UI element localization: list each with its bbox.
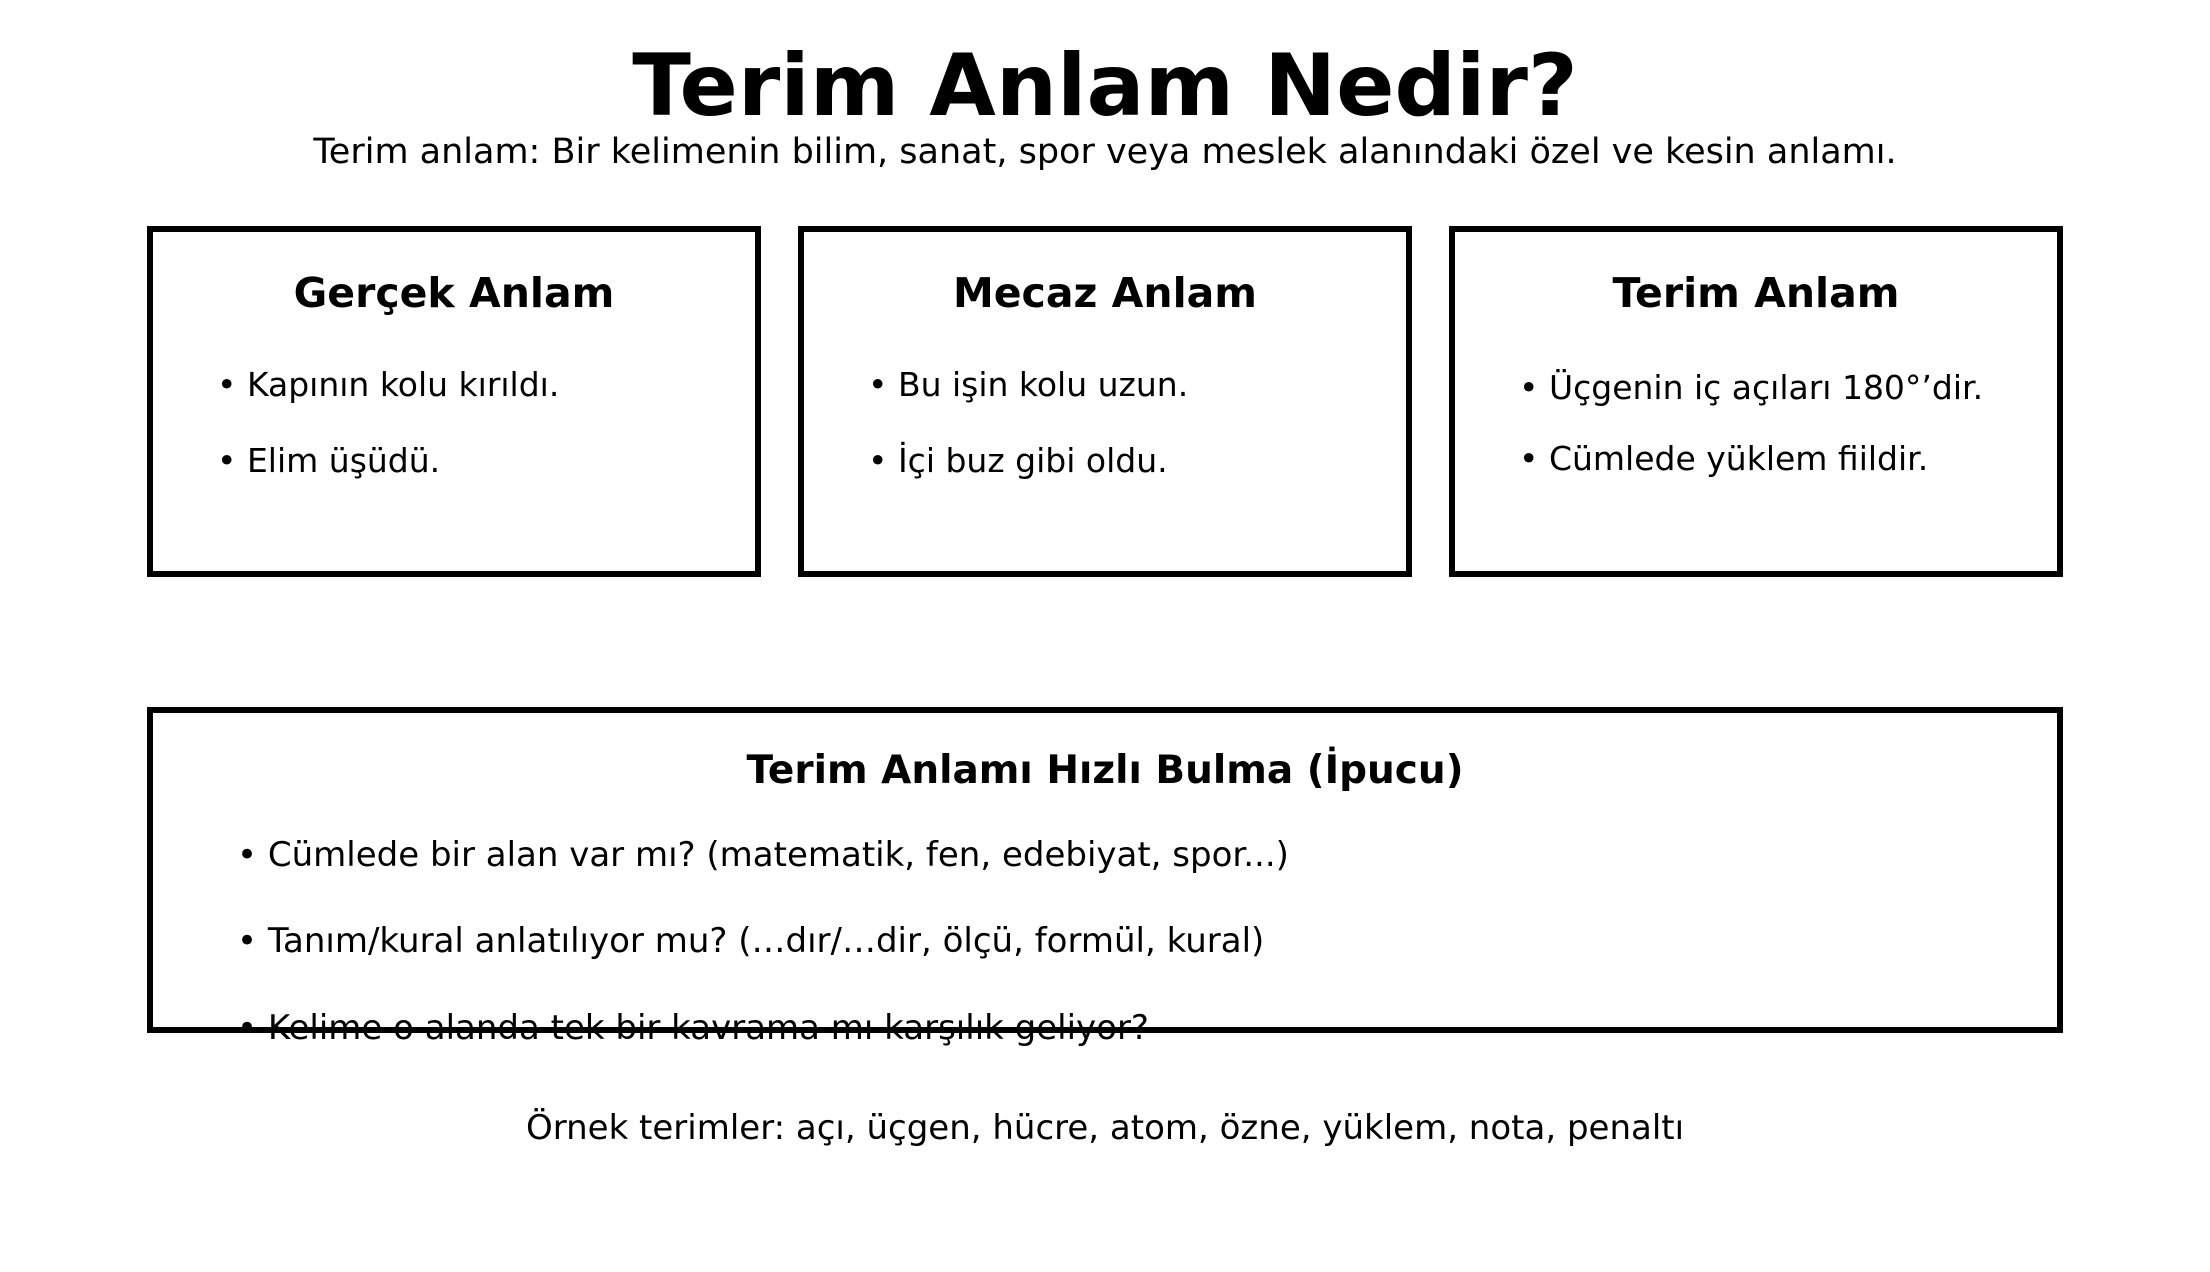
card-list-item: • Kapının kolu kırıldı. [217, 365, 560, 404]
card-list-item: • İçi buz gibi oldu. [868, 441, 1168, 480]
card-heading: Gerçek Anlam [293, 269, 615, 317]
card-heading: Mecaz Anlam [952, 269, 1258, 317]
card-list-item: • Bu işin kolu uzun. [868, 365, 1189, 404]
card-list-item: • Cümlede yüklem fiildir. [1519, 439, 1929, 478]
example-terms: Örnek terimler: açı, üçgen, hücre, atom, özne, yüklem, nota, penaltı [525, 1108, 1685, 1148]
card-heading: Terim Anlam [1612, 269, 1900, 317]
page-title: Terim Anlam Nedir? [632, 36, 1578, 136]
tip-list-item: • Tanım/kural anlatılıyor mu? (…dır/…dir, ölçü, formül, kural) [237, 921, 1265, 961]
page-subtitle: Terim anlam: Bir kelimenin bilim, sanat, spor veya meslek alanındaki özel ve kesin anlamı. [313, 132, 1897, 172]
card-terim-anlam [1449, 226, 2063, 577]
tip-list-item: • Cümlede bir alan var mı? (matematik, fen, edebiyat, spor...) [237, 835, 1289, 875]
card-list-item: • Üçgenin iç açıları 180°’dir. [1519, 368, 1984, 407]
card-mecaz-anlam [798, 226, 1412, 577]
tips-box [147, 707, 2063, 1033]
card-gercek-anlam [147, 226, 761, 577]
tips-heading: Terim Anlamı Hızlı Bulma (İpucu) [746, 748, 1464, 793]
card-list-item: • Elim üşüdü. [217, 441, 441, 480]
tip-list-item: • Kelime o alanda tek bir kavrama mı karşılık geliyor? [237, 1008, 1149, 1048]
